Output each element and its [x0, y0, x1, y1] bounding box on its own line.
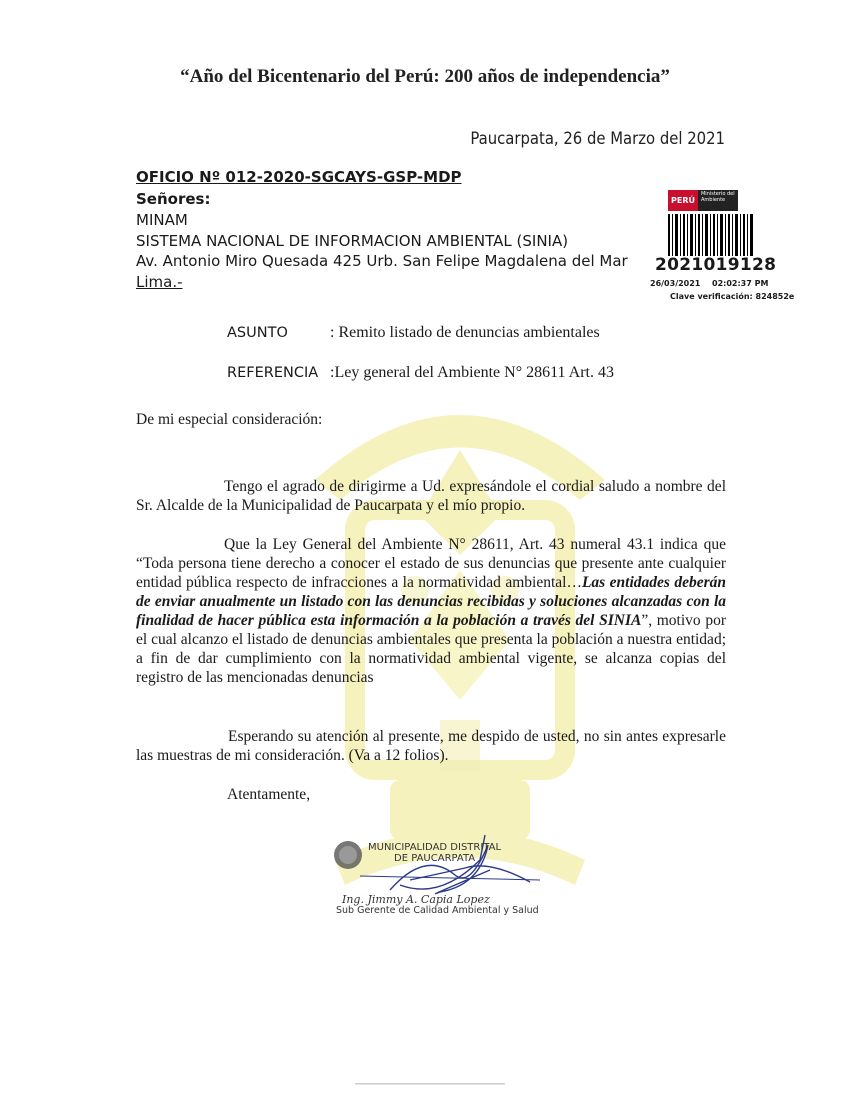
verification-key: Clave verificación: 824852e: [670, 292, 795, 301]
paragraph-2-emphasis: Las entidades deberán de enviar anualmente un listado con las denuncias recibidas y soluciones alcanzadas con la finalidad de hacer pública esta información a la población a través del SINIA: [136, 574, 727, 629]
asunto-label: ASUNTO: [227, 325, 288, 341]
referencia-value: :Ley general del Ambiente N° 28611 Art. 43: [330, 364, 614, 381]
registry-number: 2021019128: [655, 255, 777, 275]
place-date: Paucarpata, 26 de Marzo del 2021: [470, 129, 725, 148]
referencia-row: [227, 364, 614, 382]
paragraph-2-end: ”, motivo por el cual alcanzo el listado de denuncias ambientales que presenta la población a nuestra entidad; a fin de dar cumplimiento con la normatividad ambiental vigente, se alcanza copias del registro de las mencionadas denuncias: [136, 612, 726, 686]
signer-name: Ing. Jimmy A. Capia Lopez: [342, 893, 490, 906]
signature-institution-line: DE PAUCARPATA: [394, 853, 476, 864]
paragraph-2: [136, 535, 726, 687]
referencia-label: REFERENCIA: [227, 365, 319, 381]
closing: Atentamente,: [227, 786, 311, 803]
asunto-value: : Remito listado de denuncias ambientales: [330, 324, 600, 341]
asunto-row: [227, 324, 600, 342]
ministry-logo-text: Ministerio del Ambiente: [698, 190, 738, 211]
peru-logo-mark: PERÚ: [668, 190, 698, 211]
paragraph-3: Esperando su atención al presente, me despido de usted, no sin antes expresarle las muestras de mi consideración. (Va a 12 folios).: [136, 728, 726, 764]
addressee-city: Lima.-: [136, 272, 183, 291]
addressee-line: MINAM: [136, 211, 188, 229]
oficio-number: OFICIO Nº 012-2020-SGCAYS-GSP-MDP: [136, 168, 462, 186]
registry-time: 02:02:37 PM: [712, 279, 769, 288]
greeting: De mi especial consideración:: [136, 411, 323, 428]
signer-role: Sub Gerente de Calidad Ambiental y Salud: [336, 905, 539, 916]
addressee-block: [136, 210, 628, 292]
addressee-line: SISTEMA NACIONAL DE INFORMACION AMBIENTAL (SINIA): [136, 231, 569, 250]
paragraph-2-start: Que la Ley General del Ambiente N° 28611, Art. 43 numeral 43.1 indica que “Toda persona tiene derecho a conocer el estado de sus denuncias que presente ante cualquier entidad pública respecto de infracciones a la normatividad ambiental…: [136, 536, 726, 591]
barcode-icon: [668, 214, 754, 256]
signature-institution: [368, 842, 501, 864]
paragraph-1: Tengo el agrado de dirigirme a Ud. expresándole el cordial saludo a nombre del Sr. Alcalde de la Municipalidad de Paucarpata y el mío propio.: [136, 478, 726, 514]
municipal-seal-icon: [334, 841, 362, 869]
signature-institution-line: MUNICIPALIDAD DISTRITAL: [368, 842, 502, 853]
registry-date: 26/03/2021: [650, 279, 701, 288]
document-motto: “Año del Bicentenario del Perú: 200 años de independencia”: [180, 66, 670, 87]
ministry-logo: [668, 190, 738, 211]
footer-scan-mark: [355, 1082, 505, 1086]
addressee-line: Av. Antonio Miro Quesada 425 Urb. San Felipe Magdalena del Mar: [136, 252, 628, 270]
addressee-salutation: Señores:: [136, 190, 211, 208]
